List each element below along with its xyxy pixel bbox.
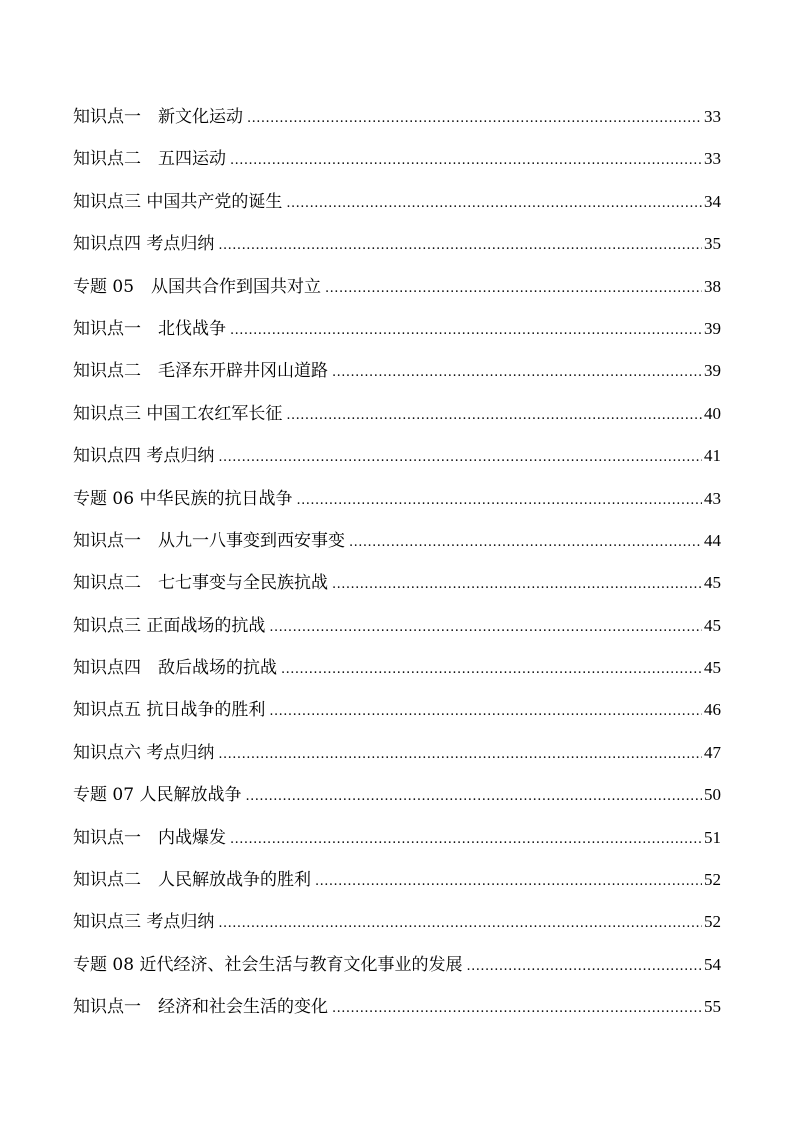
- toc-page-number: 44: [704, 530, 721, 550]
- toc-entry[interactable]: [73, 520, 721, 562]
- table-of-contents: [73, 96, 721, 1029]
- toc-section-entry[interactable]: [73, 478, 721, 520]
- toc-section-title: 专题 06 中华民族的抗日战争: [73, 488, 293, 509]
- toc-page-number: 45: [704, 615, 721, 635]
- toc-entry-title: 知识点四 考点归纳: [73, 234, 215, 255]
- toc-entry[interactable]: [73, 223, 721, 265]
- toc-entry[interactable]: [73, 435, 721, 477]
- toc-entry-title: 知识点一 经济和社会生活的变化: [73, 997, 328, 1018]
- toc-dot-leader: [296, 480, 702, 522]
- toc-dot-leader: [218, 903, 702, 945]
- toc-entry-title: 知识点三 中国共产党的诞生: [73, 191, 283, 212]
- toc-entry[interactable]: [73, 986, 721, 1028]
- toc-page-number: 46: [704, 700, 721, 720]
- toc-page-number: 34: [704, 191, 721, 211]
- toc-section-title: 专题 05 从国共合作到国共对立: [73, 276, 322, 297]
- toc-page-number: 52: [704, 870, 721, 890]
- toc-entry-title: 知识点一 新文化运动: [73, 107, 243, 127]
- toc-page-number: 47: [704, 742, 721, 762]
- toc-dot-leader: [218, 225, 702, 267]
- toc-page-number: 39: [704, 361, 721, 381]
- toc-entry-title: 知识点二 人民解放战争的胜利: [73, 870, 311, 891]
- toc-entry-title: 知识点六 考点归纳: [73, 742, 215, 763]
- toc-dot-leader: [332, 564, 702, 606]
- toc-dot-leader: [325, 268, 702, 310]
- toc-entry[interactable]: [73, 817, 721, 859]
- toc-dot-leader: [332, 988, 702, 1030]
- toc-entry[interactable]: [73, 96, 721, 138]
- toc-page-number: 33: [704, 149, 721, 169]
- toc-dot-leader: [218, 734, 702, 776]
- toc-entry[interactable]: [73, 562, 721, 604]
- toc-dot-leader: [332, 352, 702, 394]
- toc-page-number: 35: [704, 234, 721, 254]
- toc-page-number: 51: [704, 827, 721, 847]
- toc-entry-title: 知识点四 考点归纳: [73, 446, 215, 467]
- toc-entry[interactable]: [73, 901, 721, 943]
- toc-dot-leader: [230, 140, 702, 182]
- toc-entry[interactable]: [73, 647, 721, 689]
- toc-page-number: 43: [704, 488, 721, 508]
- toc-entry[interactable]: [73, 181, 721, 223]
- toc-entry[interactable]: [73, 732, 721, 774]
- toc-entry-title: 知识点三 中国工农红军长征: [73, 403, 283, 424]
- toc-dot-leader: [218, 437, 702, 479]
- toc-dot-leader: [286, 183, 702, 225]
- toc-page-number: 33: [704, 107, 721, 126]
- toc-section-title: 专题 08 近代经济、社会生活与教育文化事业的发展: [73, 954, 463, 975]
- toc-page-number: 39: [704, 318, 721, 338]
- toc-entry[interactable]: [73, 859, 721, 901]
- toc-entry-title: 知识点二 七七事变与全民族抗战: [73, 573, 328, 594]
- toc-dot-leader: [349, 522, 702, 564]
- toc-entry[interactable]: [73, 605, 721, 647]
- toc-page-number: 54: [704, 954, 721, 974]
- toc-dot-leader: [315, 861, 702, 903]
- toc-entry-title: 知识点一 内战爆发: [73, 827, 226, 848]
- toc-entry[interactable]: [73, 689, 721, 731]
- toc-page-number: 38: [704, 276, 721, 296]
- toc-dot-leader: [269, 607, 702, 649]
- toc-entry[interactable]: [73, 308, 721, 350]
- toc-entry-title: 知识点三 考点归纳: [73, 912, 215, 933]
- toc-page-number: 50: [704, 785, 721, 805]
- toc-dot-leader: [286, 395, 702, 437]
- toc-page-number: 52: [704, 912, 721, 932]
- toc-page-number: 45: [704, 658, 721, 678]
- toc-dot-leader: [466, 946, 702, 988]
- toc-page-number: 45: [704, 573, 721, 593]
- toc-dot-leader: [269, 691, 702, 733]
- toc-section-entry[interactable]: [73, 944, 721, 986]
- toc-page-number: 41: [704, 446, 721, 466]
- toc-section-entry[interactable]: [73, 266, 721, 308]
- toc-page-number: 40: [704, 403, 721, 423]
- toc-entry-title: 知识点三 正面战场的抗战: [73, 615, 266, 636]
- toc-dot-leader: [230, 310, 702, 352]
- toc-entry-title: 知识点一 北伐战争: [73, 318, 226, 339]
- toc-entry[interactable]: [73, 350, 721, 392]
- toc-section-title: 专题 07 人民解放战争: [73, 785, 242, 806]
- toc-entry-title: 知识点五 抗日战争的胜利: [73, 700, 266, 721]
- toc-dot-leader: [230, 819, 702, 861]
- toc-entry-title: 知识点二 毛泽东开辟井冈山道路: [73, 361, 328, 382]
- toc-entry[interactable]: [73, 393, 721, 435]
- toc-entry-title: 知识点四 敌后战场的抗战: [73, 658, 277, 679]
- toc-page-number: 55: [704, 997, 721, 1017]
- toc-dot-leader: [245, 776, 702, 818]
- toc-dot-leader: [247, 98, 702, 140]
- toc-entry[interactable]: [73, 138, 721, 180]
- toc-section-entry[interactable]: [73, 774, 721, 816]
- toc-entry-title: 知识点一 从九一八事变到西安事变: [73, 530, 345, 551]
- toc-entry-title: 知识点二 五四运动: [73, 149, 226, 170]
- toc-dot-leader: [281, 649, 702, 691]
